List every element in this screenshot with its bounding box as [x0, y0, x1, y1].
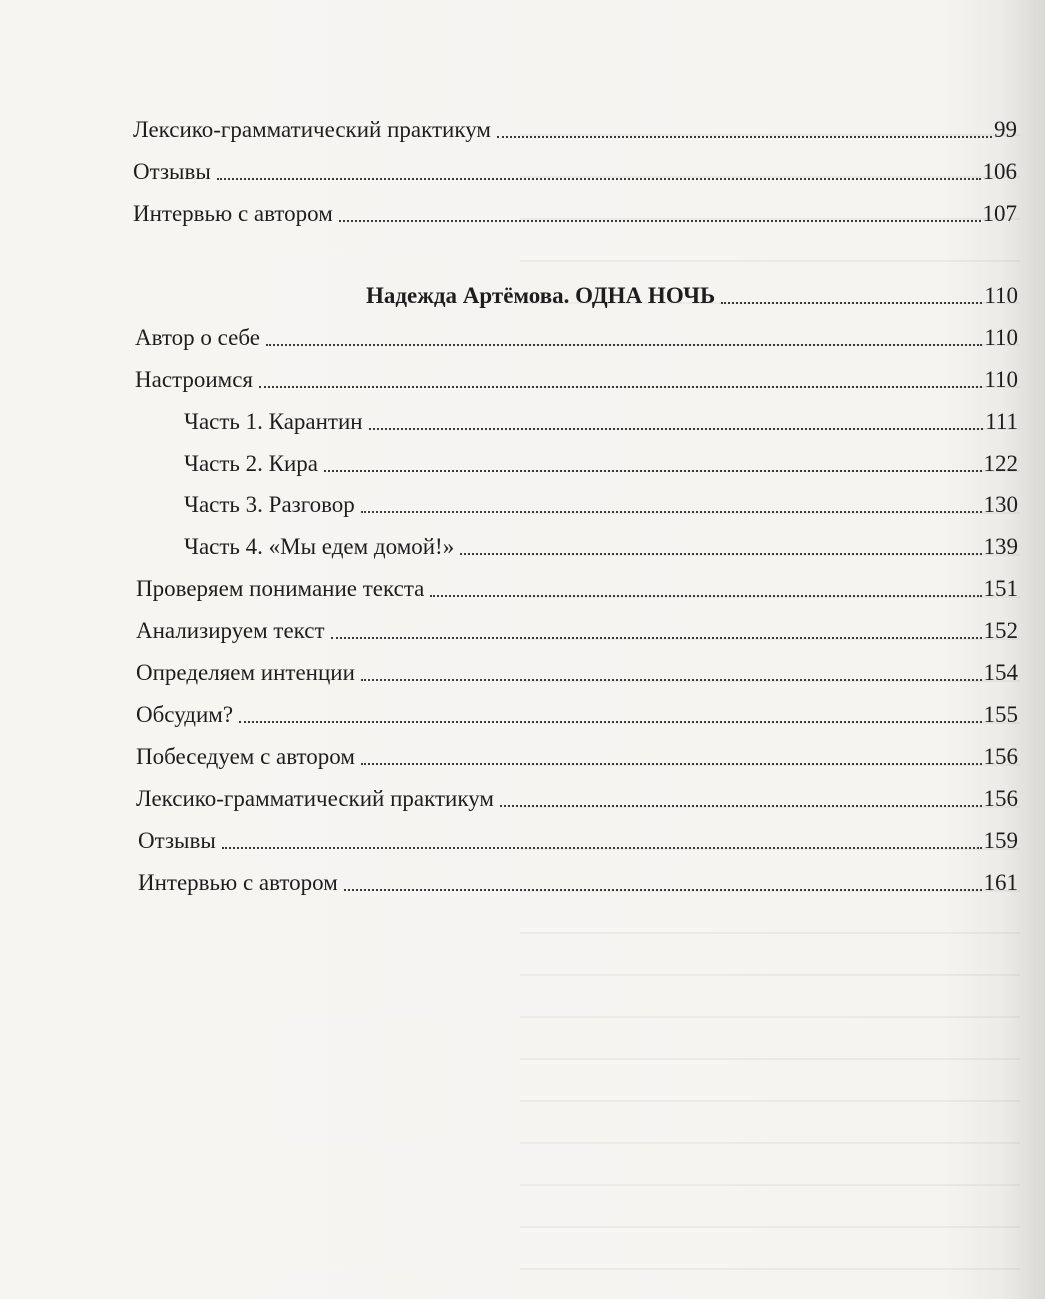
toc-entry — [136, 569, 1018, 603]
toc-entry-label: Анализируем текст — [136, 618, 325, 643]
toc-entry-page: 122 — [983, 451, 1018, 476]
dot-leader — [217, 178, 981, 180]
toc-entry-label: Обсудим? — [136, 702, 234, 727]
dot-leader — [497, 136, 992, 138]
toc-entry-page: 156 — [983, 744, 1018, 769]
toc-entry-label: Лексико-грамматический практикум — [133, 117, 491, 142]
toc-entry — [138, 821, 1018, 855]
dot-leader — [222, 847, 982, 849]
toc-entry-page: 111 — [985, 409, 1018, 434]
dot-leader — [339, 220, 981, 222]
toc-entry-page: 106 — [982, 159, 1017, 184]
dot-leader — [460, 553, 981, 555]
toc-entry — [138, 863, 1018, 897]
toc-entry — [133, 152, 1017, 186]
dot-leader — [369, 428, 984, 430]
toc-entry-label: Отзывы — [133, 159, 211, 184]
toc-entry-page: 130 — [983, 492, 1018, 517]
toc-entry-page: 152 — [983, 618, 1018, 643]
toc-entry-page: 154 — [983, 660, 1018, 685]
dot-leader — [361, 763, 982, 765]
dot-leader — [344, 889, 982, 891]
toc-subentry — [184, 527, 1018, 561]
toc-entry-label: Интервью с автором — [138, 870, 338, 895]
toc-subentry — [184, 485, 1018, 519]
toc-entry-page: 156 — [983, 786, 1018, 811]
dot-leader — [259, 386, 982, 388]
toc-entry-page: 159 — [983, 828, 1018, 853]
dot-leader — [361, 511, 982, 513]
toc-entry — [135, 360, 1018, 394]
dot-leader — [324, 470, 981, 472]
toc-entry-page: 161 — [983, 870, 1018, 895]
dot-leader — [430, 595, 981, 597]
dot-leader — [721, 302, 982, 304]
toc-entry-label: Лексико-грамматический практикум — [136, 786, 494, 811]
dot-leader — [361, 679, 982, 681]
toc-entry-label: Часть 4. «Мы едем домой!» — [184, 534, 455, 559]
toc-subentry — [184, 402, 1018, 436]
toc-entry-label: Часть 3. Разговор — [184, 492, 355, 517]
toc-subentry — [184, 444, 1018, 478]
toc-entry-label: Автор о себе — [135, 325, 260, 350]
toc-entry — [136, 653, 1018, 687]
toc-entry-label: Проверяем понимание текста — [136, 576, 425, 601]
toc-entry-label: Настроимся — [135, 367, 254, 392]
toc-entry — [135, 318, 1018, 352]
toc-entry-page: 107 — [982, 201, 1017, 226]
toc-entry-label: Интервью с автором — [133, 201, 333, 226]
toc-entry-label: Побеседуем с автором — [136, 744, 355, 769]
toc-entry — [133, 110, 1017, 144]
dot-leader — [266, 344, 982, 346]
toc-entry-page: 151 — [983, 576, 1018, 601]
toc-entry-label: Часть 2. Кира — [184, 451, 319, 476]
toc-entry — [133, 194, 1017, 228]
dot-leader — [239, 721, 981, 723]
dot-leader — [331, 637, 982, 639]
toc-entry-label: Часть 1. Карантин — [184, 409, 363, 434]
toc-entry-page: 110 — [984, 367, 1018, 392]
toc-entry-page: 110 — [984, 325, 1018, 350]
toc-entry-page: 99 — [994, 117, 1017, 142]
toc-entry — [136, 611, 1018, 645]
toc-entry-page: 155 — [983, 702, 1018, 727]
toc-entry-label: Отзывы — [138, 828, 216, 853]
toc-entry — [136, 779, 1018, 813]
toc-entry — [136, 737, 1018, 771]
section-title-label: Надежда Артёмова. ОДНА НОЧЬ — [366, 283, 716, 308]
toc-section-title — [366, 276, 1018, 310]
toc-entry-label: Определяем интенции — [136, 660, 355, 685]
dot-leader — [500, 805, 982, 807]
toc-entry-page: 139 — [983, 534, 1018, 559]
section-title-page: 110 — [984, 283, 1018, 308]
toc-entry — [136, 695, 1018, 729]
